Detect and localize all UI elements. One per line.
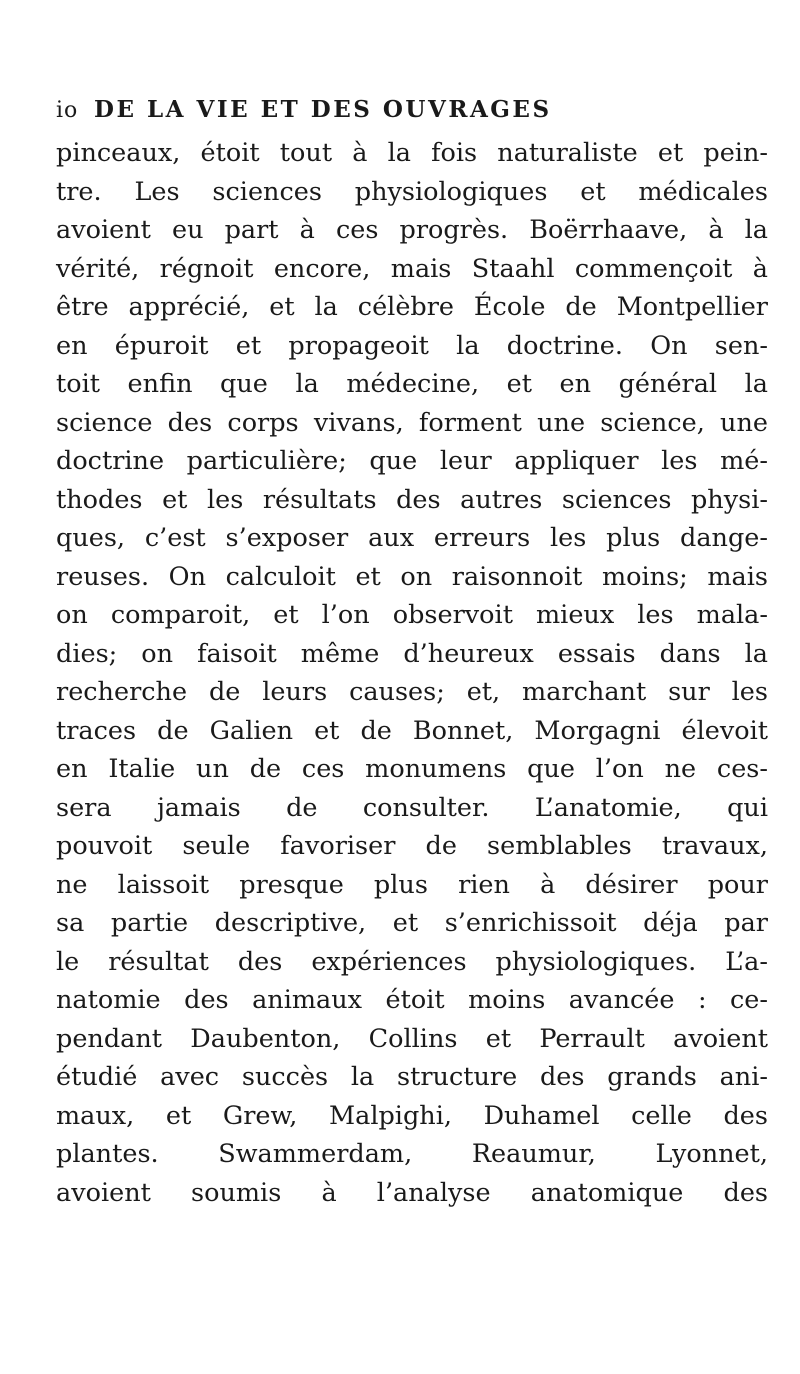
text-line-7: toit enfin que la médecine, et en général la	[56, 369, 768, 399]
text-line-5: être apprécié, et la célèbre École de Montpellier	[56, 292, 768, 322]
text-line-13: on comparoit, et l’on observoit mieux les mala-	[56, 600, 768, 630]
text-line-12: reuses. On calculoit et on raisonnoit moins; mais	[56, 561, 768, 592]
text-line-27: plantes. Swammerdam, Reaumur, Lyonnet,	[56, 1139, 768, 1169]
text-line-23: natomie des animaux étoit moins avancée : ce-	[56, 985, 768, 1015]
text-line-19: pouvoit seule favoriser de semblables travaux,	[56, 831, 768, 861]
text-line-3: avoient eu part à ces progrès. Boërrhaave, à la	[56, 215, 768, 245]
page-number: io	[56, 98, 79, 123]
text-line-11: ques, c’est s’exposer aux erreurs les plus dange-	[56, 523, 768, 553]
text-line-22: le résultat des expériences physiologiques. L’a-	[56, 946, 768, 977]
book-page	[56, 96, 768, 1212]
text-line-9: doctrine particulière; que leur appliquer les mé-	[56, 446, 768, 476]
running-title: DE LA VIE ET DES OUVRAGES	[94, 96, 552, 123]
text-line-4: vérité, régnoit encore, mais Staahl commençoit à	[56, 253, 768, 284]
running-head	[56, 96, 768, 134]
text-line-25: étudié avec succès la structure des grands ani-	[56, 1062, 768, 1092]
text-line-1: pinceaux, étoit tout à la fois naturaliste et pein-	[56, 138, 768, 168]
text-line-17: en Italie un de ces monumens que l’on ne ces-	[56, 754, 768, 784]
text-line-6: en épuroit et propageoit la doctrine. On sen-	[56, 330, 768, 361]
text-line-10: thodes et les résultats des autres sciences physi-	[56, 484, 768, 515]
body-text	[56, 134, 768, 1212]
text-line-28: avoient soumis à l’analyse anatomique des	[56, 1177, 768, 1208]
text-line-16: traces de Galien et de Bonnet, Morgagni élevoit	[56, 715, 768, 746]
text-line-18: sera jamais de consulter. L’anatomie, qui	[56, 792, 768, 823]
text-line-24: pendant Daubenton, Collins et Perrault avoient	[56, 1023, 768, 1054]
text-line-20: ne laissoit presque plus rien à désirer pour	[56, 869, 768, 900]
text-line-2: tre. Les sciences physiologiques et médicales	[56, 176, 768, 207]
text-line-26: maux, et Grew, Malpighi, Duhamel celle des	[56, 1100, 768, 1131]
text-line-8: science des corps vivans, forment une science, une	[56, 407, 768, 438]
text-line-21: sa partie descriptive, et s’enrichissoit déja par	[56, 908, 768, 938]
text-line-14: dies; on faisoit même d’heureux essais dans la	[56, 638, 768, 669]
text-line-15: recherche de leurs causes; et, marchant sur les	[56, 677, 768, 707]
